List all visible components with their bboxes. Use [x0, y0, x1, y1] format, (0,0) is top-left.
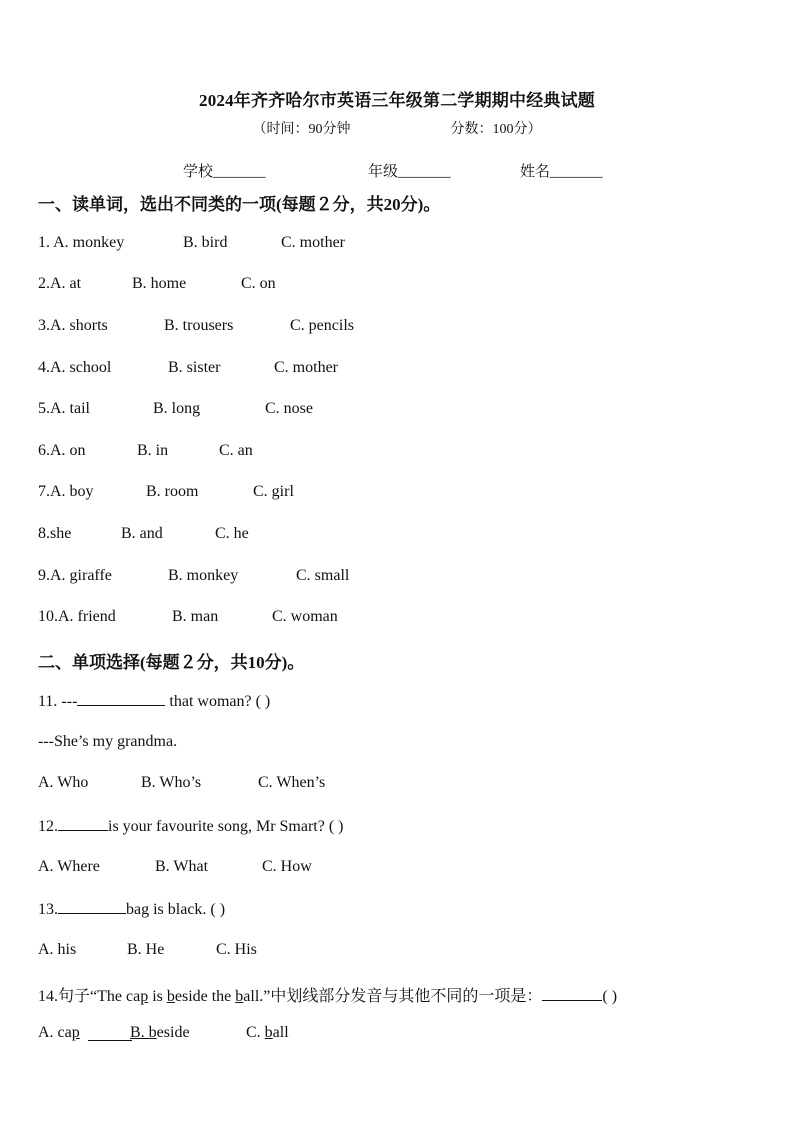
question-10-option-a: 10.A. friend	[38, 608, 116, 625]
question-9-option-b: B. monkey	[168, 567, 239, 584]
question-7-option-c: C. girl	[253, 483, 294, 500]
question-8-option-a: 8.she	[38, 525, 72, 542]
question-11-option-c: C. When’s	[258, 774, 326, 791]
question-11-blank[interactable]	[77, 691, 165, 706]
question-2-option-b: B. home	[132, 275, 187, 292]
question-11-text: that woman? ( )	[165, 693, 271, 710]
question-14-underlined-b1: b	[166, 988, 175, 1005]
question-14-text-2: eside the	[174, 988, 236, 1005]
question-10-option-b: B. man	[172, 608, 219, 625]
question-11-option-b: B. Who’s	[141, 774, 202, 791]
question-14-option-b-text: eside	[156, 1024, 190, 1041]
question-11-answer: ---She’s my grandma.	[38, 733, 178, 750]
question-11-prefix: 11. ---	[38, 693, 78, 710]
question-14-option-b-underlined: b	[148, 1024, 157, 1041]
question-14	[38, 983, 617, 1006]
question-14-option-c-underlined: b	[264, 1024, 273, 1041]
question-13-option-c: C. His	[216, 941, 257, 958]
question-2-option-c: C. on	[241, 275, 276, 292]
question-8-option-c: C. he	[215, 525, 249, 542]
question-3-option-b: B. trousers	[164, 317, 234, 334]
score-info: 分数：100分）	[450, 122, 542, 137]
question-12-prefix: 12.	[38, 818, 58, 835]
question-12-option-c: C. How	[262, 858, 312, 875]
question-3-option-a: 3.A. shorts	[38, 317, 108, 334]
question-6-option-c: C. an	[219, 442, 253, 459]
name-field[interactable]: 姓名_______	[520, 164, 603, 180]
question-14-option-c	[246, 1024, 289, 1042]
question-1-option-b: B. bird	[183, 234, 228, 251]
question-1-option-a: 1. A. monkey	[38, 234, 125, 251]
question-14-option-line	[88, 1026, 132, 1041]
grade-field[interactable]: 年级_______	[368, 164, 451, 180]
question-13	[38, 899, 225, 919]
question-14-option-a-text: A. ca	[38, 1024, 72, 1041]
question-4-option-a: 4.A. school	[38, 359, 112, 376]
question-12-text: is your favourite song, Mr Smart? ( )	[108, 818, 344, 835]
section-1-heading: 一、读单词，选出不同类的一项(每题２分，共20分)。	[38, 195, 441, 214]
question-14-option-b	[130, 1024, 190, 1042]
page-title: 2024年齐齐哈尔市英语三年级第二学期期中经典试题	[199, 91, 595, 110]
question-14-text-3: all.”中划线部分发音与其他不同的一项是：	[243, 988, 543, 1005]
exam-info	[0, 118, 794, 138]
question-9-option-c: C. small	[296, 567, 350, 584]
question-14-blank[interactable]	[542, 986, 602, 1001]
question-2-option-a: 2.A. at	[38, 275, 82, 292]
question-14-option-a-underlined: p	[71, 1024, 80, 1041]
question-7-option-b: B. room	[146, 483, 199, 500]
question-3-option-c: C. pencils	[290, 317, 354, 334]
time-info: （时间：90分钟	[252, 122, 351, 137]
question-4-option-b: B. sister	[168, 359, 221, 376]
question-6-option-a: 6.A. on	[38, 442, 86, 459]
question-13-prefix: 13.	[38, 901, 58, 918]
question-6-option-b: B. in	[137, 442, 169, 459]
question-13-text: bag is black. ( )	[126, 901, 226, 918]
question-14-underlined-b2: b	[235, 988, 244, 1005]
question-9-option-a: 9.A. giraffe	[38, 567, 112, 584]
section-2-heading: 二、单项选择(每题２分，共10分)。	[38, 653, 305, 672]
question-1-option-c: C. mother	[281, 234, 345, 251]
question-10-option-c: C. woman	[272, 608, 338, 625]
question-14-prefix: 14.句子“The ca	[38, 988, 141, 1005]
question-14-text-1: is	[148, 988, 167, 1005]
question-14-paren: ( )	[602, 988, 618, 1005]
question-11-option-a: A. Who	[38, 774, 89, 791]
question-13-option-a: A. his	[38, 941, 77, 958]
question-11	[38, 691, 270, 711]
question-12-option-a: A. Where	[38, 858, 100, 875]
question-5-option-c: C. nose	[265, 400, 313, 417]
question-5-option-a: 5.A. tail	[38, 400, 90, 417]
question-12	[38, 816, 344, 836]
question-14-underlined-p: p	[140, 988, 149, 1005]
question-14-option-b-label: B.	[130, 1024, 149, 1041]
question-12-blank[interactable]	[58, 816, 108, 831]
question-8-option-b: B. and	[121, 525, 163, 542]
question-14-option-a	[38, 1024, 80, 1042]
question-12-option-b: B. What	[155, 858, 209, 875]
question-13-option-b: B. He	[127, 941, 165, 958]
question-14-option-c-label: C.	[246, 1024, 265, 1041]
question-5-option-b: B. long	[153, 400, 201, 417]
question-14-option-c-text: all	[272, 1024, 289, 1041]
school-field[interactable]: 学校_______	[183, 164, 266, 180]
question-13-blank[interactable]	[58, 899, 126, 914]
question-7-option-a: 7.A. boy	[38, 483, 94, 500]
question-4-option-c: C. mother	[274, 359, 338, 376]
